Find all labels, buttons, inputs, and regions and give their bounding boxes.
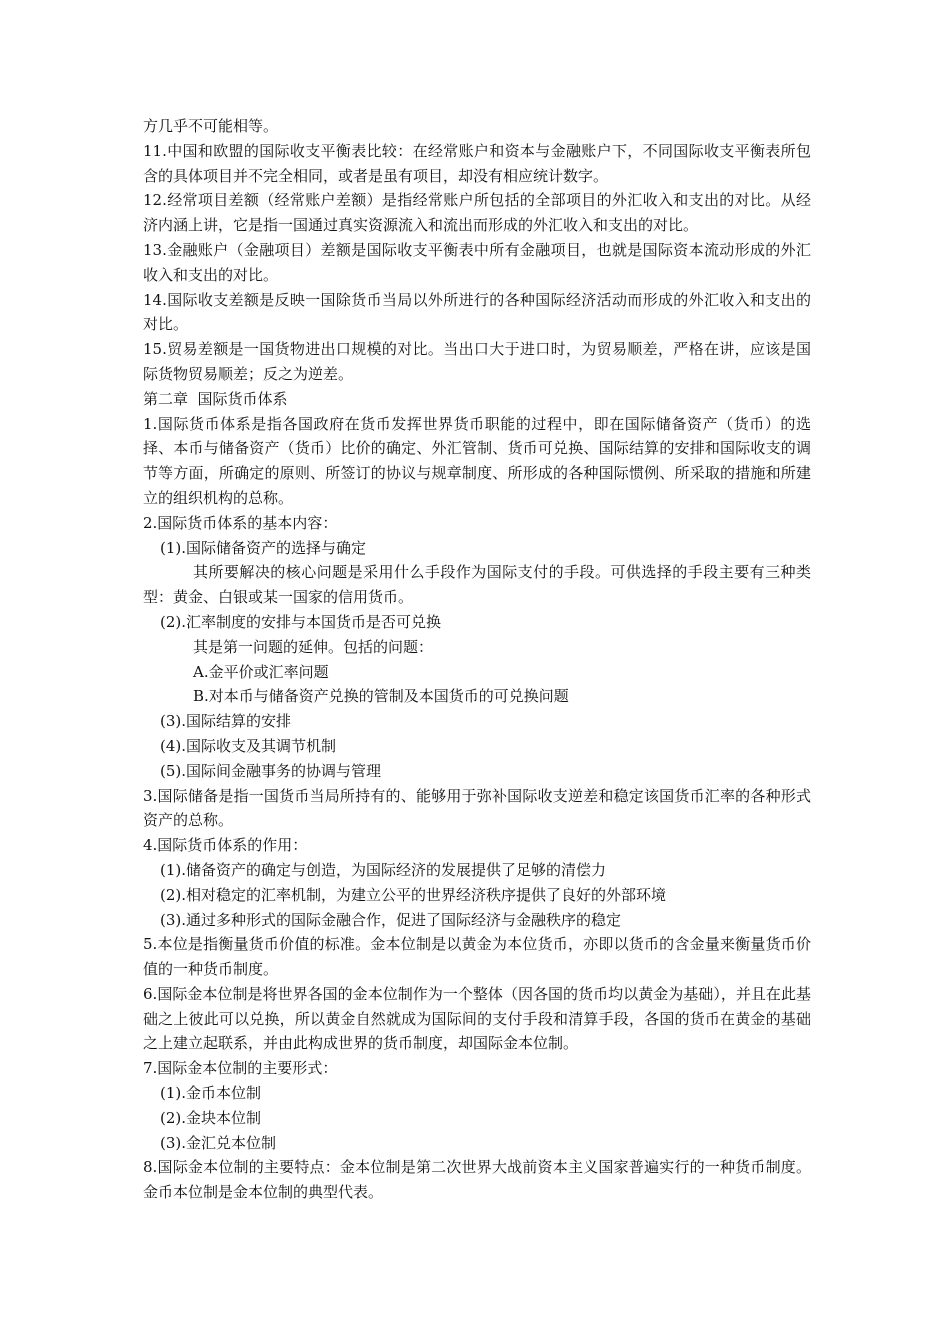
list-item: (2).相对稳定的汇率机制，为建立公平的世界经济秩序提供了良好的外部环境: [160, 885, 667, 904]
list-item: (3).国际结算的安排: [160, 712, 292, 731]
paragraph: 3.国际储备是指一国货币当局所持有的、能够用于弥补国际收支逆差和稳定该国货币汇率的各种形式资产的总称。: [143, 786, 811, 830]
paragraph: 12.经常项目差额（经常账户差额）是指经常账户所包括的全部项目的外汇收入和支出的对比。从经济内涵上讲，它是指一国通过真实资源流入和流出而形成的外汇收入和支出的对比。: [143, 191, 811, 235]
paragraph: 1.国际货币体系是指各国政府在货币发挥世界货币职能的过程中，即在国际储备资产（货币）的选择、本币与储备资产（货币）比价的确定、外汇管制、货币可兑换、国际结算的安排和国际收支的调节等方面，所确定的原则、所签订的协议与规章制度、所形成的各种国际惯例、所采取的措施和所建立的组织机构的总称。: [143, 414, 811, 507]
list-item: B.对本币与储备资产兑换的管制及本国货币的可兑换问题: [193, 687, 569, 706]
document-body: [143, 114, 811, 1205]
paragraph: 4.国际货币体系的作用：: [143, 836, 308, 855]
paragraph: 方几乎不可能相等。: [143, 117, 279, 135]
paragraph: 11.中国和欧盟的国际收支平衡表比较：在经常账户和资本与金融账户下，不同国际收支平衡表所包含的具体项目并不完全相同，或者是虽有项目，却没有相应统计数字。: [143, 141, 811, 185]
list-item: (3).金汇兑本位制: [160, 1133, 277, 1152]
list-item: (1).储备资产的确定与创造，为国际经济的发展提供了足够的清偿力: [160, 860, 607, 879]
paragraph: 14.国际收支差额是反映一国除货币当局以外所进行的各种国际经济活动而形成的外汇收入和支出的对比。: [143, 290, 811, 334]
paragraph: 2.国际货币体系的基本内容：: [143, 513, 338, 532]
list-item: A.金平价或汇率问题: [193, 662, 329, 681]
chapter-heading: 第二章 国际货币体系: [143, 389, 288, 408]
paragraph: 15.贸易差额是一国货物进出口规模的对比。当出口大于进口时，为贸易顺差，严格在讲，应该是国际货物贸易顺差；反之为逆差。: [143, 340, 811, 383]
paragraph: 其所要解决的核心问题是采用什么手段作为国际支付的手段。可供选择的手段主要有三种类型：黄金、白银或某一国家的信用货币。: [143, 563, 811, 607]
list-item: (2).汇率制度的安排与本国货币是否可兑换: [160, 612, 442, 631]
paragraph: 8.国际金本位制的主要特点：金本位制是第二次世界大战前资本主义国家普遍实行的一种货币制度。金币本位制是金本位制的典型代表。: [143, 1158, 811, 1202]
paragraph: 5.本位是指衡量货币价值的标准。金本位制是以黄金为本位货币，亦即以货币的含金量来衡量货币价值的一种货币制度。: [143, 935, 811, 979]
list-item: (3).通过多种形式的国际金融合作，促进了国际经济与金融秩序的稳定: [160, 910, 622, 929]
list-item: 其是第一问题的延伸。包括的问题：: [193, 637, 434, 656]
list-item: (2).金块本位制: [160, 1108, 262, 1127]
list-item: (4).国际收支及其调节机制: [160, 736, 337, 755]
list-item: (5).国际间金融事务的协调与管理: [160, 761, 382, 780]
list-item: (1).国际储备资产的选择与确定: [160, 538, 367, 557]
paragraph: 7.国际金本位制的主要形式：: [143, 1059, 338, 1078]
paragraph: 13.金融账户（金融项目）差额是国际收支平衡表中所有金融项目，也就是国际资本流动形成的外汇收入和支出的对比。: [143, 240, 811, 284]
list-item: (1).金币本位制: [160, 1084, 262, 1103]
paragraph: 6.国际金本位制是将世界各国的金本位制作为一个整体（因各国的货币均以黄金为基础），并且在此基础之上彼此可以兑换，所以黄金自然就成为国际间的支付手段和清算手段，各国的货币在黄金的基础之上建立起联系，并由此构成世界的货币制度，却国际金本位制。: [143, 984, 811, 1053]
